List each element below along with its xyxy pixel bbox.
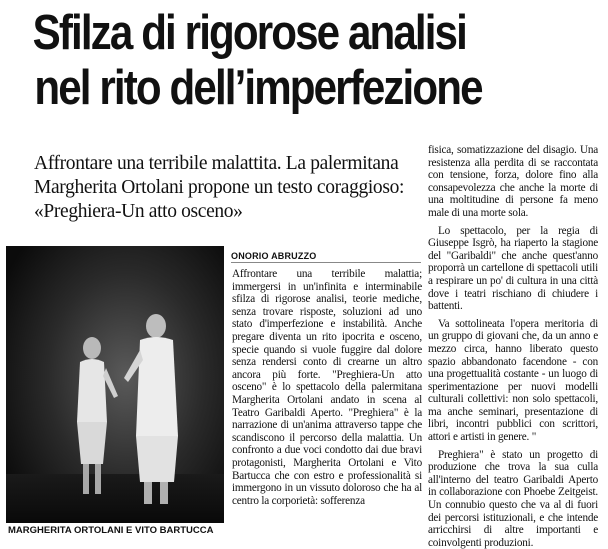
article-paragraph: Lo spettacolo, per la regia di Giuseppe Isgrò, ha riaperto la stagione del "Garibaldi" che anche quest'anno proporrà un cartellone di spettacoli utili a respirare un po' di cultura in una città dove i teatri rischiano di chiudere i battenti.	[428, 224, 598, 313]
article-paragraph: Va sottolineata l'opera meritoria di un gruppo di giovani che, da un anno e mezzo circa, hanno liberato questo spazio abbandonato facendone - con una progettualità costante - un luogo di sperimentazione per nuovi modelli culturali collettivi: non solo spettacoli, ma anche seminari, presentazione di libri, incontri pubblici con scrittori, attori e artisti in genere. "	[428, 317, 598, 444]
article-column-2	[428, 144, 598, 549]
photo-caption: MARGHERITA ORTOLANI E VITO BARTUCCA	[6, 523, 224, 539]
article-paragraph: fisica, somatizzazione del disagio. Una resistenza alla perdita di se raccontata con tensione, forza, dolore fino alla consapevolezza che anche la morte di una moltitudine di persone fa meno male di una morte sola.	[428, 144, 598, 219]
byline-divider	[231, 262, 421, 263]
headline-line-2: nel rito dell’imperfezione	[34, 61, 482, 115]
headline	[0, 6, 608, 116]
article-paragraph: Preghiera" è stato un progetto di produzione che trova la sua culla all'interno del teatro Garibaldi Aperto in collaborazione con Phoebe Zeitgeist. Un connubio questo che va al di fuori dei percorsi istituzionali, e che intende arricchirsi di altre importanti e coinvolgenti produzioni.	[428, 448, 598, 549]
article-paragraph: Affrontare una terribile malattia; immergersi in un'infinita e interminabile sfilza di rigorose analisi, teorie mediche, senza trovare risposte, soluzioni ad uno stato d'imperfezione e instabilità. Anche pregare diventa un rito ipocrita e osceno, specie quando si vuole fuggire dal dolore senza rendersi conto di crearne un altro ancora più forte. "Preghiera-Un atto osceno" è lo spettacolo della palermitana Margherita Ortolani andato in scena al Teatro Garibaldi Aperto. "Preghiera" è la narrazione di un'anima attraverso tappe che scandiscono il percorso della malattia. Un confronto a due voci condotto dai due bravi protagonisti, Margherita Ortolani e Vito Bartucca che con estro e professionalità si immergono in un vissuto doloroso che ha al centro la corporietà: sofferenza	[232, 268, 422, 507]
article-photo	[6, 246, 224, 536]
article-column-1	[232, 268, 422, 507]
subheadline: Affrontare una terribile malattita. La palermitana Margherita Ortolani propone un testo coraggioso: «Preghiera-Un atto osceno»	[34, 153, 405, 222]
headline-line-1: Sfilza di rigorose analisi	[32, 6, 466, 60]
stage-photo-illustration	[6, 246, 224, 536]
author-byline: ONORIO ABRUZZO	[231, 251, 317, 261]
